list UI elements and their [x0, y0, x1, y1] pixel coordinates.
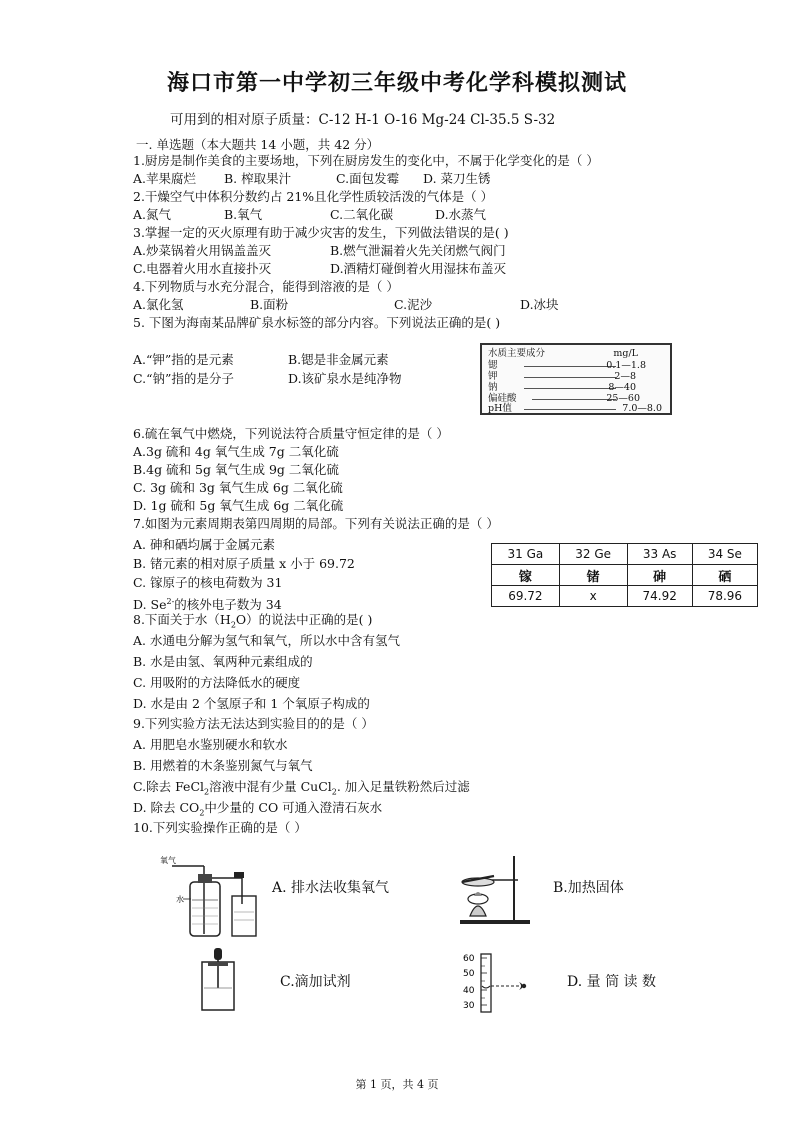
page-footer: 第 1 页，共 4 页 [355, 1078, 439, 1091]
q5-option-a: A.“钾”指的是元素 [133, 352, 234, 367]
q5-option-b: B.锶是非金属元素 [288, 352, 389, 367]
q8-option-d: D. 水是由 2 个氢原子和 1 个氧原子构成的 [133, 696, 370, 711]
q4-option-d: D.冰块 [520, 297, 559, 312]
q9-stem: 9.下列实验方法无法达到实验目的的是（ ） [133, 716, 374, 731]
q2-stem: 2.干燥空气中体积分数约占 21%且化学性质较活泼的气体是（ ） [133, 189, 494, 204]
q1-stem: 1.厨房是制作美食的主要场地，下列在厨房发生的变化中，不属于化学变化的是（ ） [133, 153, 599, 168]
q7-option-b: B. 锗元素的相对原子质量 x 小于 69.72 [133, 556, 355, 571]
cyl-tick-label: 50 [463, 969, 475, 979]
element-number: 31 Ga [492, 544, 560, 565]
q6-stem: 6.硫在氧气中燃烧，下列说法符合质量守恒定律的是（ ） [133, 426, 449, 441]
periodic-table-fragment [491, 543, 758, 607]
q5-option-d: D.该矿泉水是纯净物 [288, 371, 402, 386]
q10-option-d: D. 量 筒 读 数 [567, 974, 656, 990]
q2-option-a: A.氮气 [133, 207, 172, 222]
iron-stand-heating-figure [454, 852, 534, 926]
q4-stem: 4.下列物质与水充分混合，能得到溶液的是（ ） [133, 279, 399, 294]
label-row-key: 钾 [488, 371, 498, 382]
dropper-figure [198, 948, 238, 1012]
q4-option-c: C.泥沙 [394, 297, 433, 312]
label-row-key: 偏硅酸 [488, 393, 517, 404]
q2-option-d: D.水蒸气 [435, 207, 487, 222]
label-header-unit: mg/L [613, 348, 638, 359]
q2-option-c: C.二氧化碳 [330, 207, 394, 222]
cyl-tick-label: 40 [463, 986, 475, 996]
q1-option-d: D. 菜刀生锈 [423, 171, 491, 186]
measuring-cylinder-figure [455, 948, 540, 1014]
q3-option-c: C.电器着火用水直接扑灭 [133, 261, 272, 276]
label-row-key: 钠 [488, 382, 498, 393]
q3-stem: 3.掌握一定的灭火原理有助于减少灾害的发生，下列做法错误的是( ) [133, 225, 509, 240]
label-row-value: 2—8 [614, 371, 636, 382]
q8-stem-post: O）的说法中正确的是( ) [235, 612, 373, 627]
q3-option-b: B.燃气泄漏着火先关闭燃气阀门 [330, 243, 506, 258]
element-name: 硒 [692, 565, 757, 586]
q6-option-d: D. 1g 硫和 5g 氧气生成 6g 二氧化硫 [133, 498, 344, 513]
label-row [488, 382, 664, 393]
q10-stem: 10.下列实验操作正确的是（ ） [133, 820, 307, 835]
label-row-key: 锶 [488, 360, 498, 371]
q9-option-c [133, 779, 470, 801]
label-header [488, 348, 664, 359]
figure-a-water-label: 水 [176, 895, 184, 904]
element-mass: 69.72 [492, 586, 560, 607]
q9-d-sub: 2 [199, 808, 205, 818]
q10-option-b: B.加热固体 [553, 880, 624, 896]
cyl-tick-label: 60 [463, 954, 475, 964]
element-number: 33 As [627, 544, 692, 565]
atomic-mass-note: 可用到的相对原子质量：C-12 H-1 O-16 Mg-24 Cl-35.5 S-32 [170, 112, 556, 128]
q5-stem: 5. 下图为海南某品牌矿泉水标签的部分内容。下列说法正确的是( ) [133, 315, 501, 330]
q9-c-sub2: 2 [331, 787, 337, 797]
label-row-value: 0.1—1.8 [606, 360, 646, 371]
q6-option-b: B.4g 硫和 5g 氧气生成 9g 二氧化硫 [133, 462, 339, 477]
section-heading: 一. 单选题（本大题共 14 小题，共 42 分） [136, 137, 380, 152]
q2-option-b: B.氧气 [224, 207, 263, 222]
q4-option-b: B.面粉 [250, 297, 289, 312]
q5-option-c: C.“钠”指的是分子 [133, 371, 234, 386]
exam-title: 海口市第一中学初三年级中考化学科模拟测试 [166, 70, 627, 96]
q6-option-a: A.3g 硫和 4g 氧气生成 7g 二氧化硫 [133, 444, 339, 459]
q6-option-c: C. 3g 硫和 3g 氧气生成 6g 二氧化硫 [133, 480, 343, 495]
element-number: 32 Ge [559, 544, 627, 565]
q10-option-c: C.滴加试剂 [280, 974, 351, 990]
element-mass: x [559, 586, 627, 607]
q7-d-post: 的核外电子数为 34 [174, 597, 282, 613]
label-row [488, 403, 664, 414]
element-number: 34 Se [692, 544, 757, 565]
mineral-water-label [480, 343, 672, 415]
q7-option-a: A. 砷和硒均属于金属元素 [133, 537, 275, 552]
label-row [488, 360, 664, 371]
label-row [488, 371, 664, 382]
q7-option-c: C. 镓原子的核电荷数为 31 [133, 575, 283, 590]
q9-option-a: A. 用肥皂水鉴别硬水和软水 [133, 737, 288, 752]
q10-option-a: A. 排水法收集氧气 [272, 880, 390, 896]
q8-stem-pre: 8.下面关于水（H [133, 612, 231, 627]
element-mass: 74.92 [627, 586, 692, 607]
label-header-key: 水质主要成分 [488, 348, 546, 359]
q8-stem-sub: 2 [230, 620, 236, 630]
q9-c-post: . 加入足量铁粉然后过滤 [336, 779, 470, 794]
q4-option-a: A.氯化氢 [133, 297, 184, 312]
label-row-key: pH值 [488, 403, 512, 414]
q9-option-b: B. 用燃着的木条鉴别氮气与氧气 [133, 758, 313, 773]
label-row-value: 8—40 [608, 382, 636, 393]
q3-option-d: D.酒精灯碰倒着火用湿抹布盖灭 [330, 261, 507, 276]
q1-option-b: B. 榨取果汁 [224, 171, 292, 186]
q9-c-sub1: 2 [204, 787, 210, 797]
element-name: 锗 [559, 565, 627, 586]
cyl-tick-label: 30 [463, 1001, 475, 1011]
figure-a-gas-label: 氧气 [160, 856, 176, 865]
q7-d-pre: D. Se [133, 597, 167, 613]
q7-d-charge: 2- [166, 597, 175, 606]
q1-option-a: A.苹果腐烂 [133, 171, 197, 186]
element-mass: 78.96 [692, 586, 757, 607]
q8-option-c: C. 用吸附的方法降低水的硬度 [133, 675, 301, 690]
q8-option-b: B. 水是由氢、氧两种元素组成的 [133, 654, 313, 669]
label-row-value: 7.0—8.0 [622, 403, 662, 414]
gas-washing-bottle-figure [158, 852, 270, 942]
q9-option-d [133, 800, 382, 822]
q9-c-pre: C.除去 FeCl [133, 779, 205, 794]
q9-d-post: 中少量的 CO 可通入澄清石灰水 [204, 800, 383, 815]
element-name: 砷 [627, 565, 692, 586]
q1-option-c: C.面包发霉 [336, 171, 400, 186]
label-row-value: 25—60 [606, 393, 640, 404]
q9-c-mid: 溶液中混有少量 CuCl [209, 779, 332, 794]
element-name: 镓 [492, 565, 560, 586]
q7-option-d [133, 594, 282, 613]
q3-option-a: A.炒菜锅着火用锅盖盖灭 [133, 243, 272, 258]
q8-option-a: A. 水通电分解为氢气和氧气，所以水中含有氢气 [133, 633, 400, 648]
q7-stem: 7.如图为元素周期表第四周期的局部。下列有关说法正确的是（ ） [133, 516, 499, 531]
q8-stem [133, 612, 372, 634]
q9-d-pre: D. 除去 CO [133, 800, 200, 815]
